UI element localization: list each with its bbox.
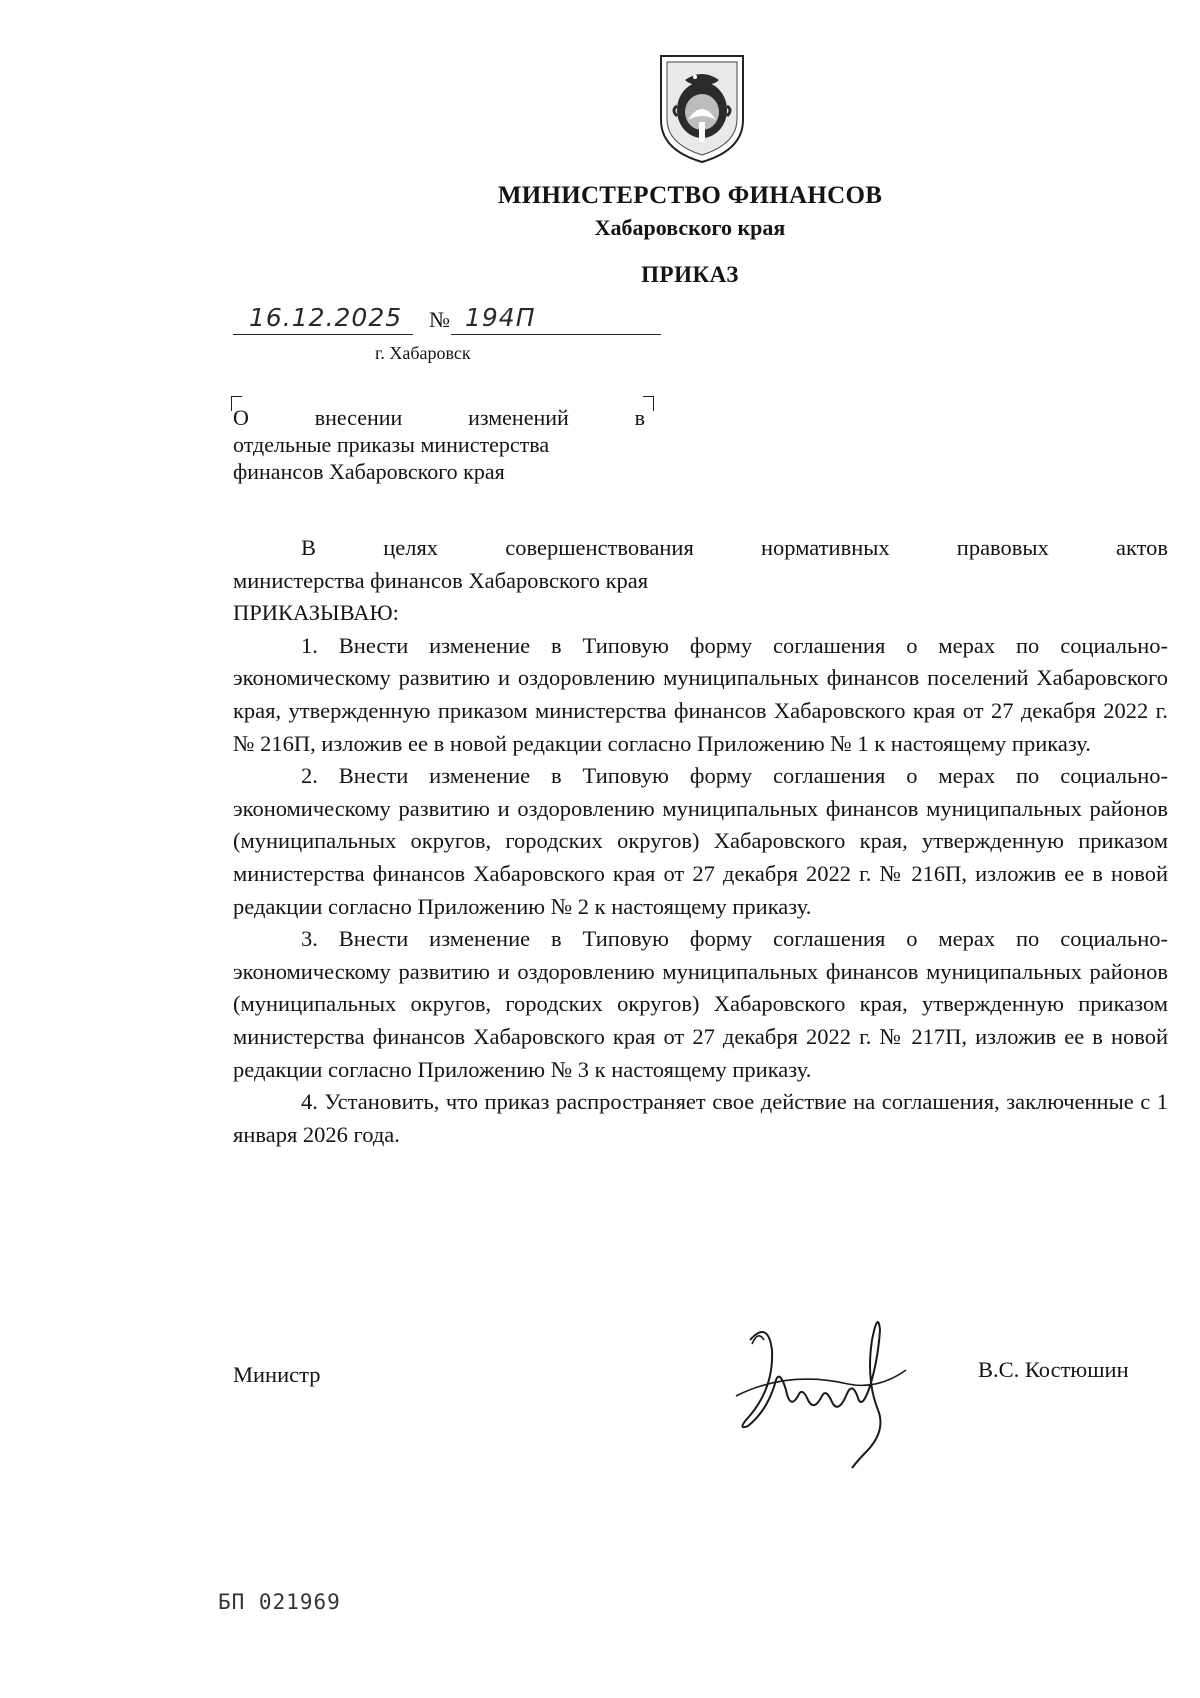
- order-item-2: 2. Внести изменение в Типовую форму соглашения о мерах по социально-экономическому развитию и оздоровлению муниципальных финансов муниципальных районов (муниципальных округов, городских округов) Хабаровского края, утвержденную приказом министерства финансов Хабаровского края от 27 декабря 2022 г. № 216П, изложив ее в новой редакции согласно Приложению № 2 к настоящему приказу.: [233, 763, 1168, 919]
- order-word: ПРИКАЗЫВАЮ:: [233, 600, 399, 626]
- order-subject: [233, 404, 645, 485]
- order-item-4: 4. Установить, что приказ распространяет свое действие на соглашения, заключенные с 1 января 2026 года.: [233, 1089, 1168, 1147]
- document-type: ПРИКАЗ: [641, 262, 739, 287]
- order-number: 194П: [465, 303, 536, 332]
- issue-city: г. Хабаровск: [375, 343, 471, 363]
- ministry-title: МИНИСТЕРСТВО ФИНАНСОВ: [497, 182, 883, 209]
- intro-line-1: В целях совершенствования нормативных правовых актов: [301, 535, 1168, 560]
- signer-title: Министр: [233, 1362, 321, 1387]
- ministry-region: Хабаровского края: [594, 215, 786, 240]
- date-underline: [233, 334, 413, 335]
- form-serial-code: БП 021969: [218, 1590, 341, 1614]
- order-body: [233, 532, 1168, 1151]
- number-sign: №: [429, 307, 450, 332]
- subject-line-3: финансов Хабаровского края: [233, 459, 505, 484]
- number-underline: [451, 334, 661, 335]
- registration-line: [233, 303, 663, 337]
- handwritten-signature: [728, 1300, 938, 1470]
- order-item-3: 3. Внести изменение в Типовую форму соглашения о мерах по социально-экономическому развитию и оздоровлению муниципальных финансов муниципальных районов (муниципальных округов, городских округов) Хабаровского края, утвержденную приказом министерства финансов Хабаровского края от 27 декабря 2022 г. № 217П, изложив ее в новой редакции согласно Приложению № 3 к настоящему приказу.: [233, 926, 1168, 1082]
- order-date: 16.12.2025: [249, 303, 403, 332]
- khabarovsk-coat-of-arms-icon: [655, 50, 749, 166]
- order-item-1: 1. Внести изменение в Типовую форму соглашения о мерах по социально-экономическому развитию и оздоровлению муниципальных финансов поселений Хабаровского края, утвержденную приказом министерства финансов Хабаровского края от 27 декабря 2022 г. № 216П, изложив ее в новой редакции согласно Приложению № 1 к настоящему приказу.: [233, 632, 1168, 756]
- subject-line-2: отдельные приказы министерства: [233, 432, 550, 457]
- subject-line-1: О внесении изменений в: [233, 405, 645, 430]
- intro-line-2: министерства финансов Хабаровского края: [233, 567, 649, 593]
- signer-name: В.С. Костюшин: [978, 1357, 1129, 1382]
